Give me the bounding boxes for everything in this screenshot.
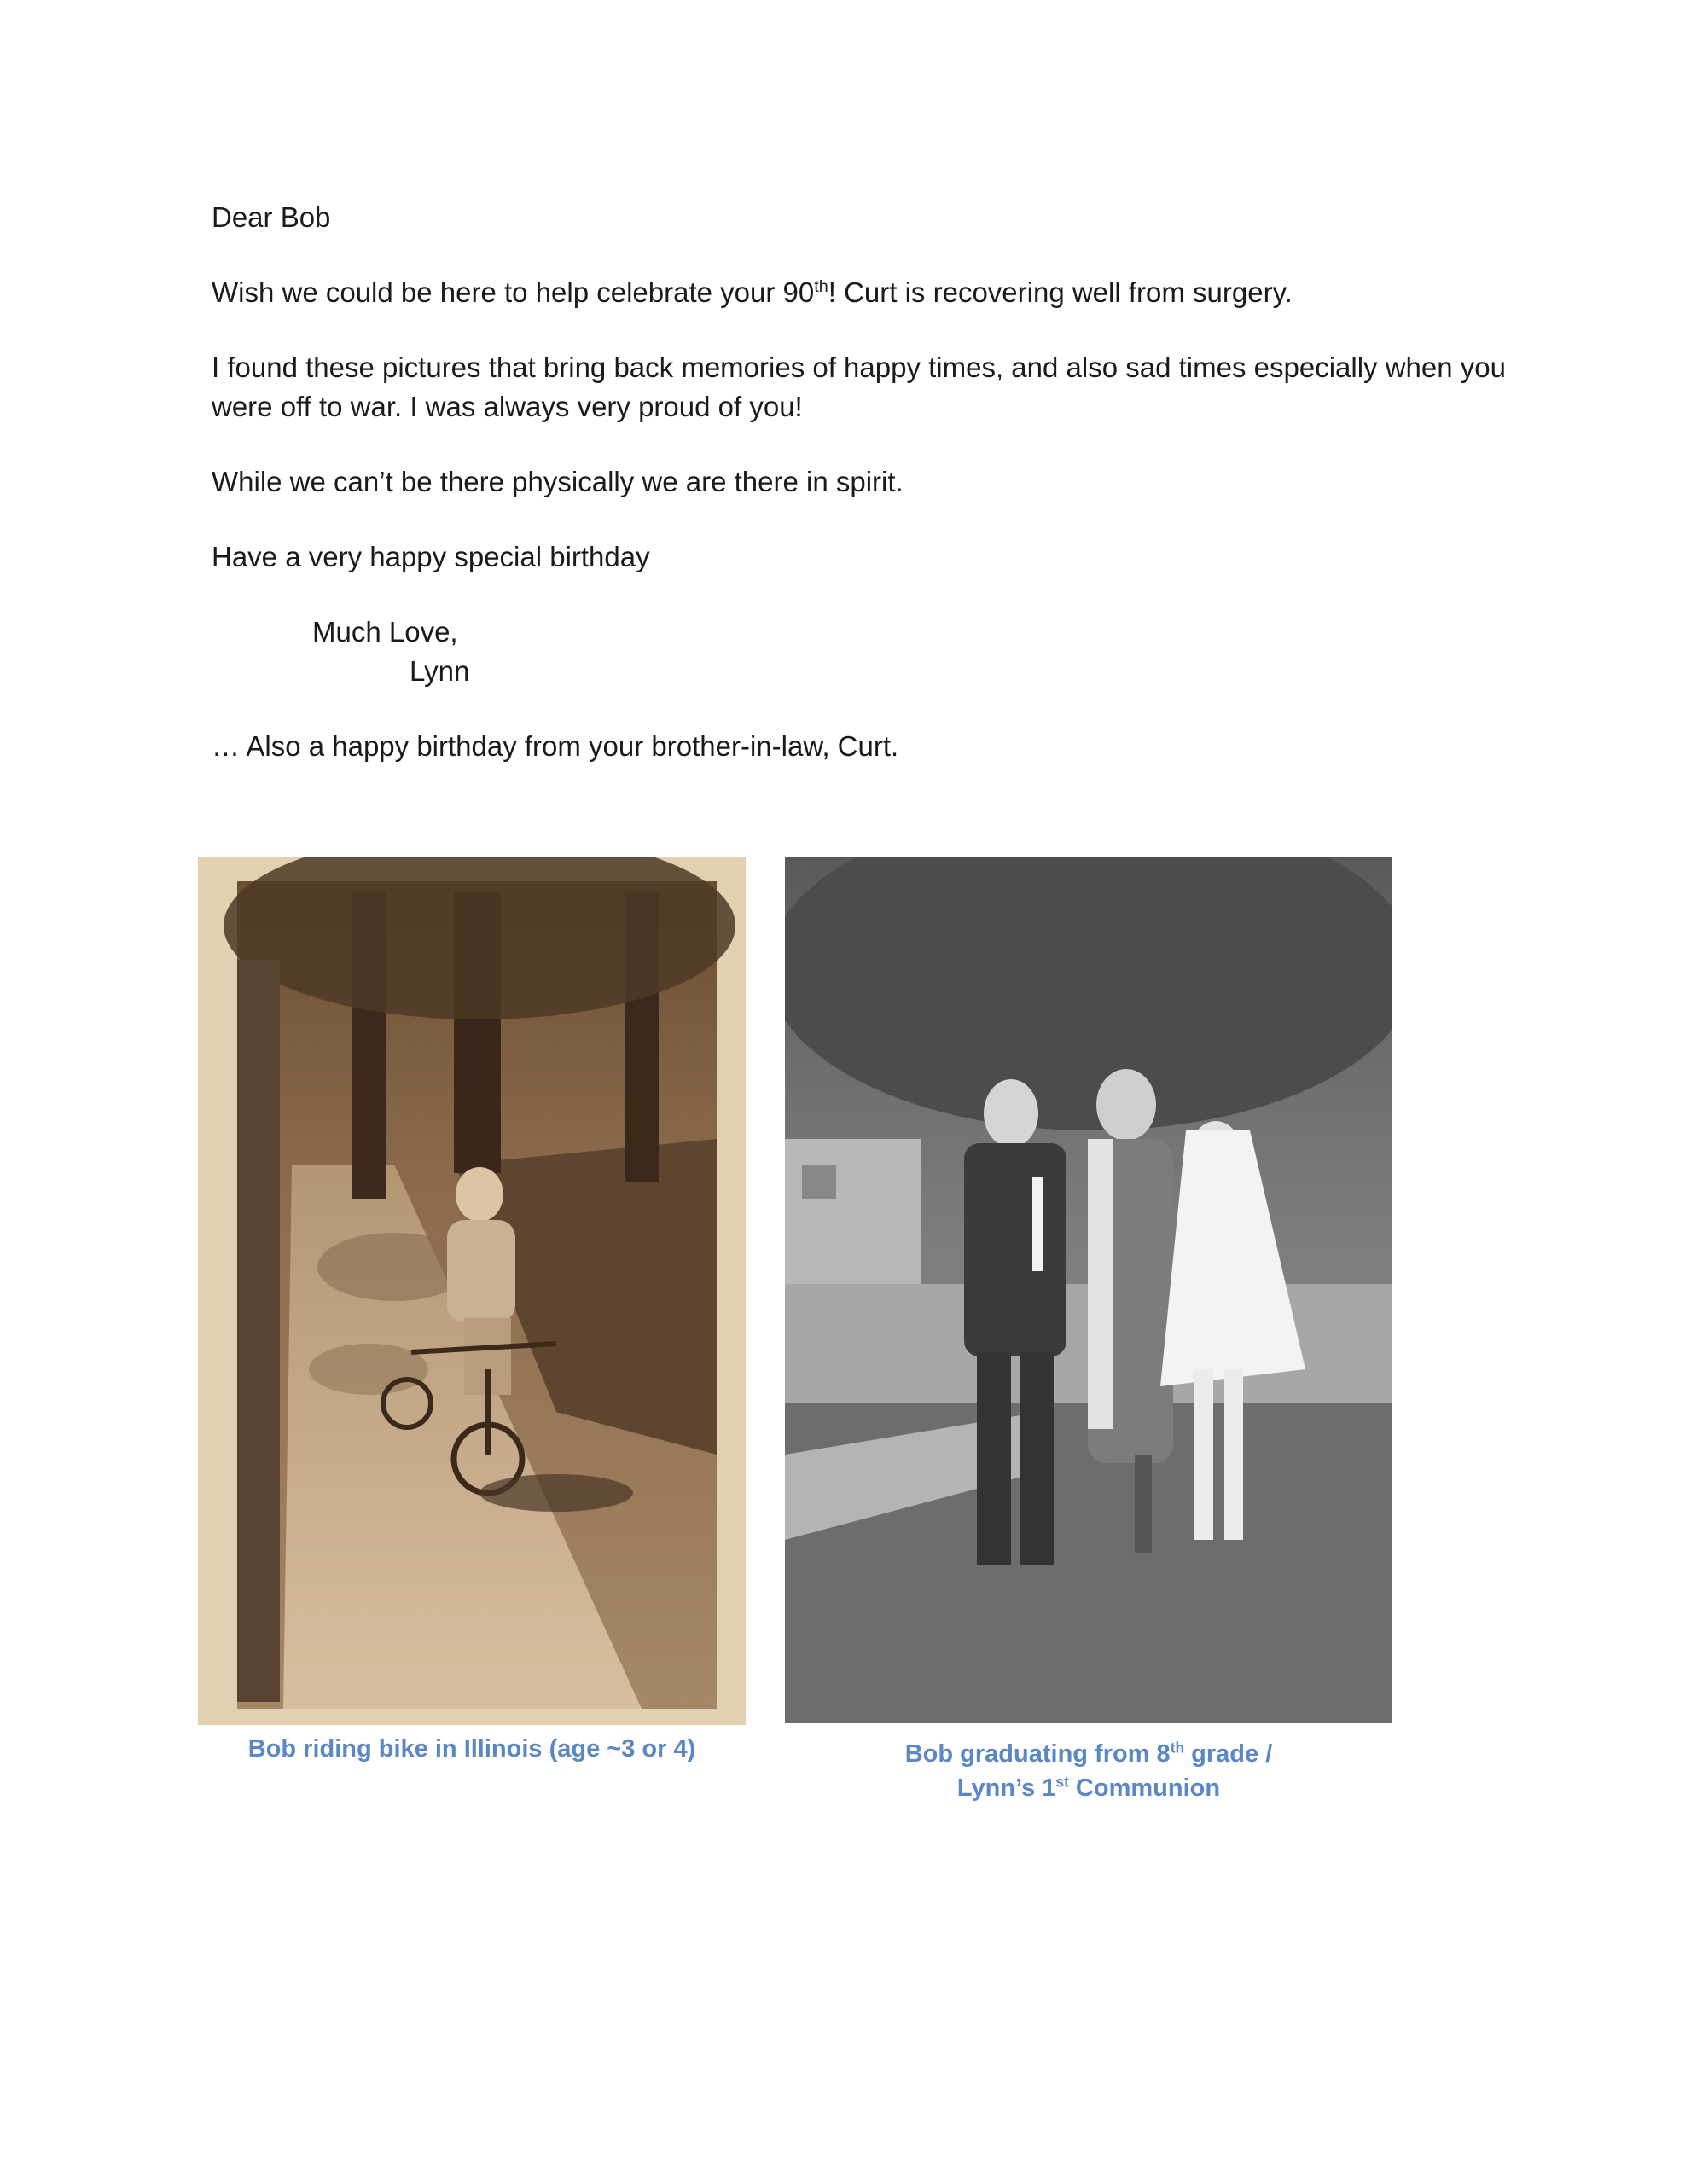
- caption-graduation-line-1-superscript: th: [1170, 1739, 1185, 1757]
- caption-graduation-photo: [785, 1737, 1392, 1805]
- photo-boy-on-tricycle: [198, 857, 746, 1725]
- photo-boy-on-tricycle-image: [198, 857, 746, 1725]
- photo-graduation-communion-image: [785, 857, 1392, 1723]
- caption-bike-photo: Bob riding bike in Illinois (age ~3 or 4): [247, 1735, 696, 1763]
- letter-greeting: Dear Bob: [212, 201, 331, 233]
- letter-postscript: … Also a happy birthday from your brother-in-law, Curt.: [212, 730, 899, 762]
- letter-signature: Lynn: [410, 655, 470, 687]
- caption-graduation-line-1: [785, 1737, 1392, 1771]
- caption-graduation-line-1-text-end: grade /: [1184, 1740, 1273, 1768]
- caption-graduation-line-2: [785, 1771, 1392, 1805]
- letter-paragraph-4: Have a very happy special birthday: [212, 541, 650, 572]
- letter-closing: Much Love,: [312, 616, 458, 648]
- letter-paragraph-1-text-end: ! Curt is recovering well from surgery.: [828, 276, 1293, 308]
- caption-graduation-line-1-text: Bob graduating from 8: [904, 1740, 1171, 1768]
- letter-paragraph-1-text: Wish we could be here to help celebrate your 90: [212, 276, 815, 308]
- letter-paragraph-3: While we can’t be there physically we are there in spirit.: [212, 466, 904, 497]
- caption-graduation-line-2-superscript: st: [1055, 1773, 1069, 1791]
- photo-graduation-communion: [785, 857, 1392, 1723]
- letter-body: [212, 198, 1525, 766]
- caption-graduation-line-2-text: Lynn’s 1: [956, 1774, 1056, 1802]
- caption-graduation-line-2-text-end: Communion: [1068, 1774, 1221, 1802]
- letter-paragraph-2: I found these pictures that bring back memories of happy times, and also sad times especially when you were off to war. I was always very proud of you!: [212, 351, 1506, 422]
- letter-paragraph-1-superscript: th: [814, 277, 828, 296]
- letter-paragraph-1: [212, 273, 1525, 312]
